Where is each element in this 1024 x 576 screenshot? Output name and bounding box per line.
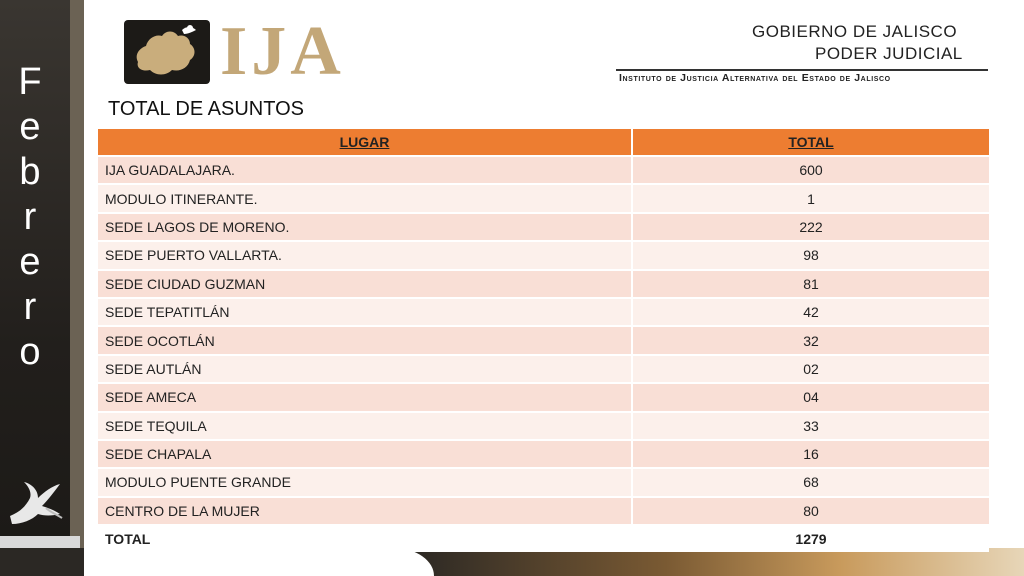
- dove-icon: [6, 478, 64, 528]
- cell-lugar: SEDE CIUDAD GUZMAN: [98, 269, 633, 297]
- cell-total: 81: [633, 269, 989, 297]
- cell-lugar: SEDE AMECA: [98, 382, 633, 410]
- cell-total: 98: [633, 240, 989, 268]
- jalisco-map-logo-icon: [124, 20, 210, 84]
- cell-total: 68: [633, 467, 989, 495]
- institute-name: Instituto de Justicia Alternativa del Estado de Jalisco: [619, 72, 891, 84]
- table-row: [98, 354, 989, 382]
- cell-total: 33: [633, 411, 989, 439]
- table-row: [98, 212, 989, 240]
- column-header-total: TOTAL: [633, 129, 989, 155]
- table-row: [98, 297, 989, 325]
- table-row: [98, 183, 989, 211]
- cell-total: 222: [633, 212, 989, 240]
- bottom-accent: [0, 536, 80, 548]
- cell-total: 32: [633, 325, 989, 353]
- table-row: [98, 411, 989, 439]
- cell-total: 600: [633, 155, 989, 183]
- government-name: GOBIERNO DE JALISCO: [752, 22, 958, 41]
- table-row: [98, 325, 989, 353]
- sidebar: [0, 0, 84, 576]
- cell-total: 1: [633, 183, 989, 211]
- table-total-row: [98, 524, 989, 552]
- cell-lugar: IJA GUADALAJARA.: [98, 155, 633, 183]
- cell-total: 04: [633, 382, 989, 410]
- table-row: [98, 382, 989, 410]
- sidebar-stripe: [70, 0, 84, 576]
- column-header-lugar: LUGAR: [98, 129, 633, 155]
- cell-lugar: SEDE TEPATITLÁN: [98, 297, 633, 325]
- cell-lugar: SEDE CHAPALA: [98, 439, 633, 467]
- cell-lugar: SEDE LAGOS DE MORENO.: [98, 212, 633, 240]
- month-letter: e: [19, 106, 41, 148]
- table-row: [98, 240, 989, 268]
- table-row: [98, 269, 989, 297]
- cell-lugar: SEDE OCOTLÁN: [98, 325, 633, 353]
- month-label: [8, 60, 52, 375]
- cell-lugar: CENTRO DE LA MUJER: [98, 496, 633, 524]
- table-header-row: [98, 129, 989, 155]
- month-letter: o: [19, 331, 41, 373]
- page-title: TOTAL DE ASUNTOS: [108, 98, 304, 120]
- ija-logo-text: IJA: [220, 13, 345, 90]
- table-row: [98, 496, 989, 524]
- cell-total: 42: [633, 297, 989, 325]
- cell-lugar: SEDE TEQUILA: [98, 411, 633, 439]
- cell-lugar: MODULO ITINERANTE.: [98, 183, 633, 211]
- judicial-branch: PODER JUDICIAL: [815, 44, 963, 63]
- cell-grand-total: 1279: [633, 524, 989, 552]
- table-row: [98, 439, 989, 467]
- month-letter: r: [23, 286, 37, 328]
- cell-total: 02: [633, 354, 989, 382]
- header-divider: [616, 69, 988, 71]
- month-letter: e: [19, 241, 41, 283]
- cell-total: 80: [633, 496, 989, 524]
- table-row: [98, 155, 989, 183]
- totals-table: [98, 129, 989, 552]
- cell-lugar: SEDE AUTLÁN: [98, 354, 633, 382]
- cell-lugar: SEDE PUERTO VALLARTA.: [98, 240, 633, 268]
- table-row: [98, 467, 989, 495]
- month-letter: F: [18, 61, 42, 103]
- month-letter: b: [19, 151, 41, 193]
- cell-lugar: MODULO PUENTE GRANDE: [98, 467, 633, 495]
- cell-lugar-total: TOTAL: [98, 524, 633, 552]
- cell-total: 16: [633, 439, 989, 467]
- month-letter: r: [23, 196, 37, 238]
